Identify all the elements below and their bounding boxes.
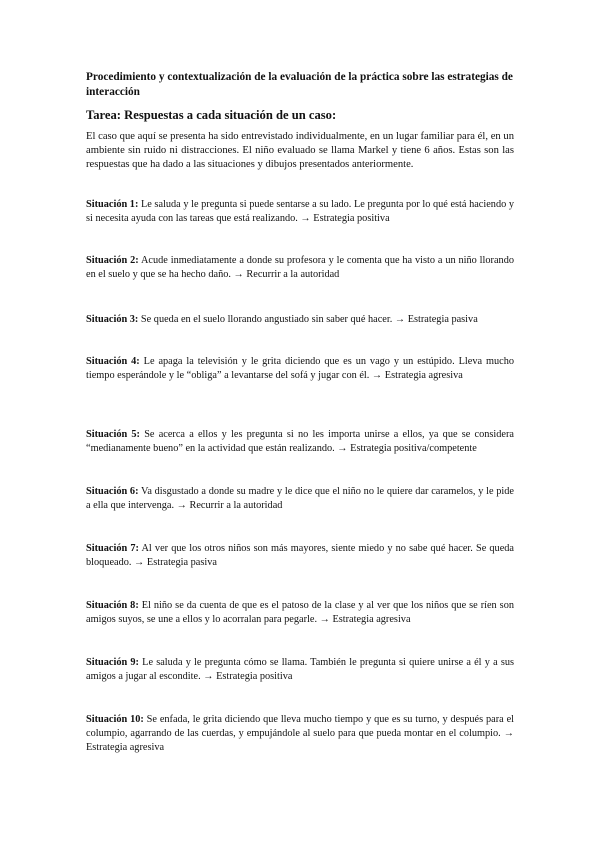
situation-label: Situación 7: [86,543,139,554]
situation-6 [86,485,514,513]
situation-text: Le apaga la televisión y le grita diciendo que es un vago y un estúpido. Lleva mucho tiempo esperándole y le “obliga” a levantarse del sofá y jugar con él. → Estrategia agresiva [86,356,514,382]
situation-5 [86,428,514,456]
situation-label: Situación 9: [86,657,139,668]
situation-8 [86,599,514,627]
situation-text: Se queda en el suelo llorando angustiado sin saber qué hacer. → Estrategia pasiva [138,314,478,325]
situation-4 [86,355,514,383]
situation-text: Se enfada, le grita diciendo que lleva mucho tiempo y que es su turno, y después para el columpio, agarrando de las cuerdas, y empujándole al suelo para que pueda montar en el columpio. → Estrategia agresiva [86,714,514,754]
intro-paragraph: El caso que aquí se presenta ha sido entrevistado individualmente, en un lugar familiar para él, en un ambiente sin ruido ni distracciones. El niño evaluado se llama Markel y tiene 6 años. Estas son las respuestas que ha dado a las situaciones y dibujos presentados anteriormente. [86,131,514,170]
situation-label: Situación 3: [86,314,139,325]
situation-7 [86,542,514,570]
situation-text: Le saluda y le pregunta si puede sentarse a su lado. Le pregunta por lo qué está haciendo y si necesita ayuda con las tareas que está realizando. → Estrategia positiva [86,199,514,225]
situation-text: Se acerca a ellos y les pregunta si no les importa unirse a ellos, ya que se considera “medianamente bueno” en la actividad que están realizando. → Estrategia positiva/competente [86,429,515,455]
situation-text: El niño se da cuenta de que es el patoso de la clase y al ver que los niños que se ríen son amigos suyos, se une a ellos y lo acorralan para pegarle. → Estrategia agresiva [86,600,514,626]
situation-text: Acude inmediatamente a donde su profesora y le comenta que ha visto a un niño llorando en el suelo y que se ha hecho daño. → Recurrir a la autoridad [86,255,514,281]
situation-1 [86,198,514,226]
situation-label: Situación 5: [86,429,140,440]
situation-label: Situación 10: [86,714,144,725]
situation-10 [86,713,514,756]
situation-text: Va disgustado a donde su madre y le dice que el niño no le quiere dar caramelos, y le pide a ella que intervenga. → Recurrir a la autoridad [86,486,514,512]
situation-label: Situación 2: [86,255,139,266]
situation-label: Situación 4: [86,356,140,367]
task-heading: Tarea: Respuestas a cada situación de un caso: [86,108,337,122]
situation-label: Situación 1: [86,199,139,210]
situation-label: Situación 8: [86,600,139,611]
situation-9 [86,656,514,684]
situation-label: Situación 6: [86,486,139,497]
situation-3 [86,313,514,327]
situation-text: Al ver que los otros niños son más mayores, siente miedo y no sabe qué hacer. Se queda bloqueado. → Estrategia pasiva [86,543,514,569]
document-title: Procedimiento y contextualización de la evaluación de la práctica sobre las estrategias de interacción [86,71,513,98]
situation-2 [86,254,514,282]
situation-text: Le saluda y le pregunta cómo se llama. También le pregunta si quiere unirse a él y a sus amigos a jugar al escondite. → Estrategia positiva [86,657,514,683]
